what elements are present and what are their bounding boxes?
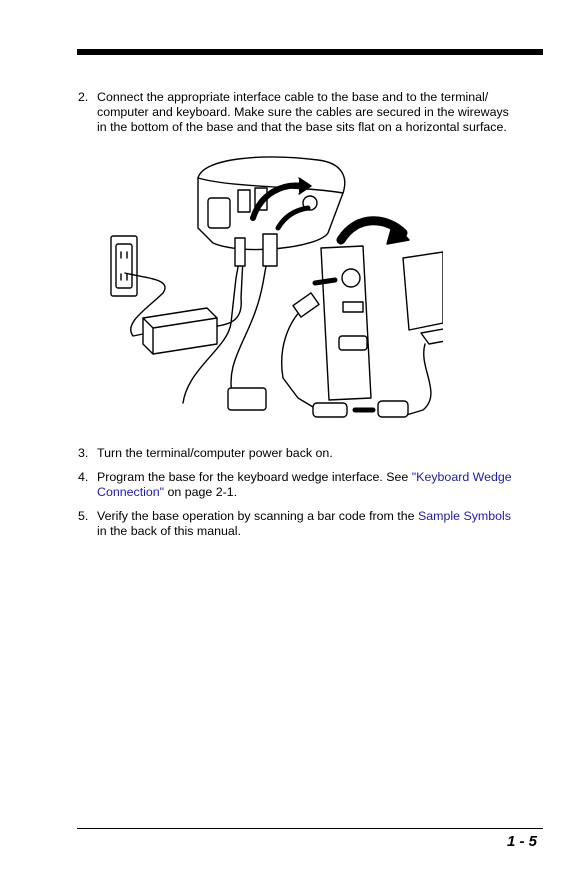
computer-back-panel-icon <box>321 246 371 400</box>
step-line: in the back of this manual. <box>97 524 241 538</box>
step-text <box>97 90 538 135</box>
step-text-prefix: Verify the base operation by scanning a bar code from the <box>97 509 418 523</box>
step-text <box>97 470 538 500</box>
step-4 <box>78 470 538 500</box>
step-text <box>97 446 538 461</box>
step-line <box>97 509 538 524</box>
step-3 <box>78 446 538 461</box>
step-line <box>97 485 538 500</box>
page-number: 1 - 5 <box>506 833 537 850</box>
step-line: Connect the appropriate interface cable to the base and to the terminal/ <box>97 90 489 104</box>
step-line: Turn the terminal/computer power back on. <box>97 446 333 460</box>
step-text <box>97 509 538 539</box>
step-5 <box>78 509 538 539</box>
header-rule <box>77 49 543 55</box>
step-line <box>97 470 538 485</box>
keyboard-wedge-link[interactable]: "Keyboard Wedge <box>411 470 512 484</box>
step-2 <box>78 90 538 135</box>
step-number: 5. <box>78 509 89 523</box>
step-text-prefix: Program the base for the keyboard wedge interface. See <box>97 470 412 484</box>
page-reference: on page 2-1. <box>164 485 238 499</box>
footer-rule <box>77 828 543 829</box>
step-number: 3. <box>78 446 89 460</box>
step-number: 2. <box>78 90 89 104</box>
step-number: 4. <box>78 470 89 484</box>
ferrite-bead-icon <box>228 388 266 410</box>
step-line: computer and keyboard. Make sure the cables are secured in the wireways <box>97 105 509 119</box>
step-line: in the bottom of the base and that the base sits flat on a horizontal surface. <box>97 120 507 134</box>
desktop-computer-icon <box>403 242 443 344</box>
connection-illustration <box>103 148 443 430</box>
wall-outlet-icon <box>111 236 137 296</box>
power-supply-icon <box>143 308 217 354</box>
sample-symbols-link[interactable]: Sample Symbols <box>417 509 511 523</box>
keyboard-wedge-link-continued[interactable]: Connection" <box>97 485 165 499</box>
